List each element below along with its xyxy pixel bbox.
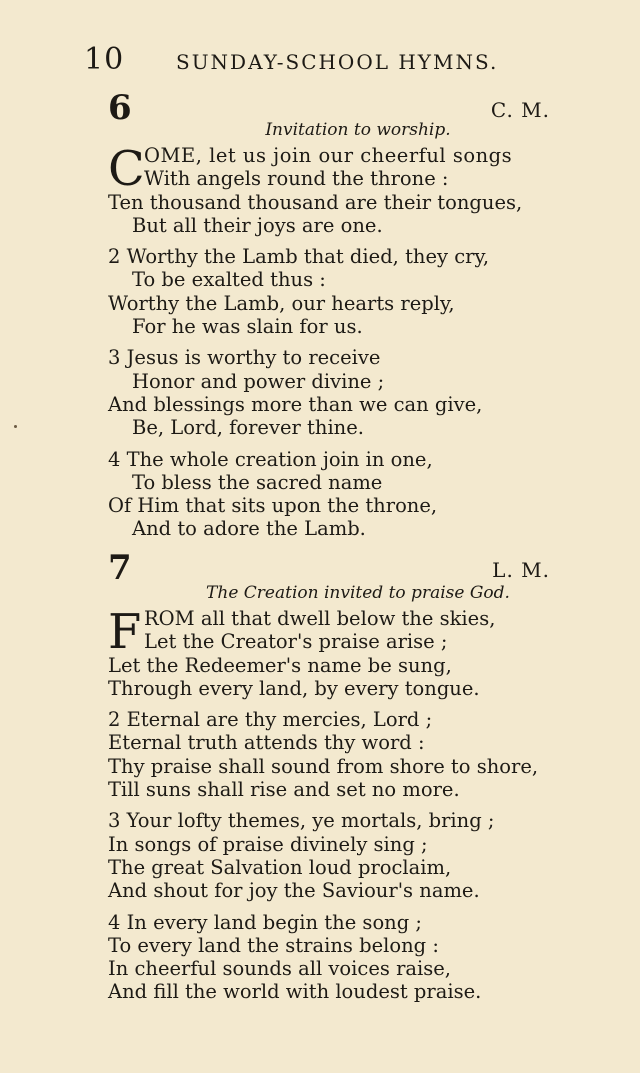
verse-line: 3 Your lofty themes, ye mortals, bring ; [108, 809, 495, 833]
drop-cap: F [108, 604, 142, 660]
verse-line: 4 In every land begin the song ; [108, 910, 422, 934]
hymn-heading [108, 88, 588, 130]
hymn-meter: L. M. [492, 558, 550, 582]
verse-line: And to adore the Lamb. [132, 517, 366, 541]
hymn-heading [108, 548, 588, 590]
verse-1 [108, 141, 588, 237]
verse-line: 2 Worthy the Lamb that died, they cry, [108, 245, 490, 269]
verse-line: And shout for joy the Saviour's name. [108, 879, 480, 903]
verse-line: Of Him that sits upon the throne, [108, 494, 438, 518]
hymn-number: 7 [108, 548, 132, 588]
paper-spot [14, 425, 17, 428]
verse-line: To bless the sacred name [132, 470, 383, 494]
verse-line: To every land the strains belong : [108, 933, 439, 957]
hymn-meter: C. M. [490, 98, 550, 122]
verse-line: Be, Lord, forever thine. [132, 416, 364, 440]
verse-line: To be exalted thus : [132, 268, 326, 292]
verse-3 [108, 809, 588, 902]
verse-3 [108, 346, 588, 439]
verse-line: 4 The whole creation join in one, [108, 447, 433, 471]
running-head: SUNDAY-SCHOOL HYMNS. [176, 50, 499, 74]
hymn-7 [108, 548, 588, 1012]
verse-line: Through every land, by every tongue. [108, 676, 480, 700]
verse-line: For he was slain for us. [132, 315, 363, 339]
verse-line: ROM all that dwell below the skies, [144, 607, 496, 630]
verse-line: The great Salvation loud proclaim, [108, 855, 452, 879]
verse-2 [108, 245, 588, 338]
verse-line: In cheerful sounds all voices raise, [108, 957, 451, 981]
hymn-subtitle: The Creation invited to praise God. [206, 583, 510, 603]
verse-line: Till suns shall rise and set no more. [108, 778, 460, 802]
verse-line: Let the Redeemer's name be sung, [108, 653, 452, 677]
verse-1 [108, 604, 588, 700]
verse-line: But all their joys are one. [132, 213, 383, 237]
page-number: 10 [84, 42, 125, 77]
verse-2 [108, 708, 588, 801]
verse-line: Ten thousand thousand are their tongues, [108, 190, 523, 214]
hymn-6 [108, 88, 588, 549]
verse-line: 3 Jesus is worthy to receive [108, 346, 381, 370]
verse-line: Worthy the Lamb, our hearts reply, [108, 291, 455, 315]
verse-4 [108, 448, 588, 541]
verse-line: Thy praise shall sound from shore to shore, [108, 754, 539, 778]
verse-line: And fill the world with loudest praise. [108, 980, 482, 1004]
hymn-subtitle: Invitation to worship. [265, 120, 451, 140]
verse-line: And blessings more than we can give, [108, 392, 483, 416]
verse-line: Honor and power divine ; [132, 369, 385, 393]
page-header [84, 42, 580, 78]
drop-cap: C [108, 141, 145, 197]
verse-4 [108, 911, 588, 1004]
verse-line: In songs of praise divinely sing ; [108, 832, 428, 856]
verse-line: With angels round the throne : [144, 167, 449, 191]
verse-line: OME, let us join our cheerful songs [144, 144, 513, 167]
verse-line: Eternal truth attends thy word : [108, 731, 425, 755]
hymn-number: 6 [108, 88, 132, 128]
verse-line: Let the Creator's praise arise ; [144, 630, 448, 654]
verse-line: 2 Eternal are thy mercies, Lord ; [108, 708, 433, 732]
